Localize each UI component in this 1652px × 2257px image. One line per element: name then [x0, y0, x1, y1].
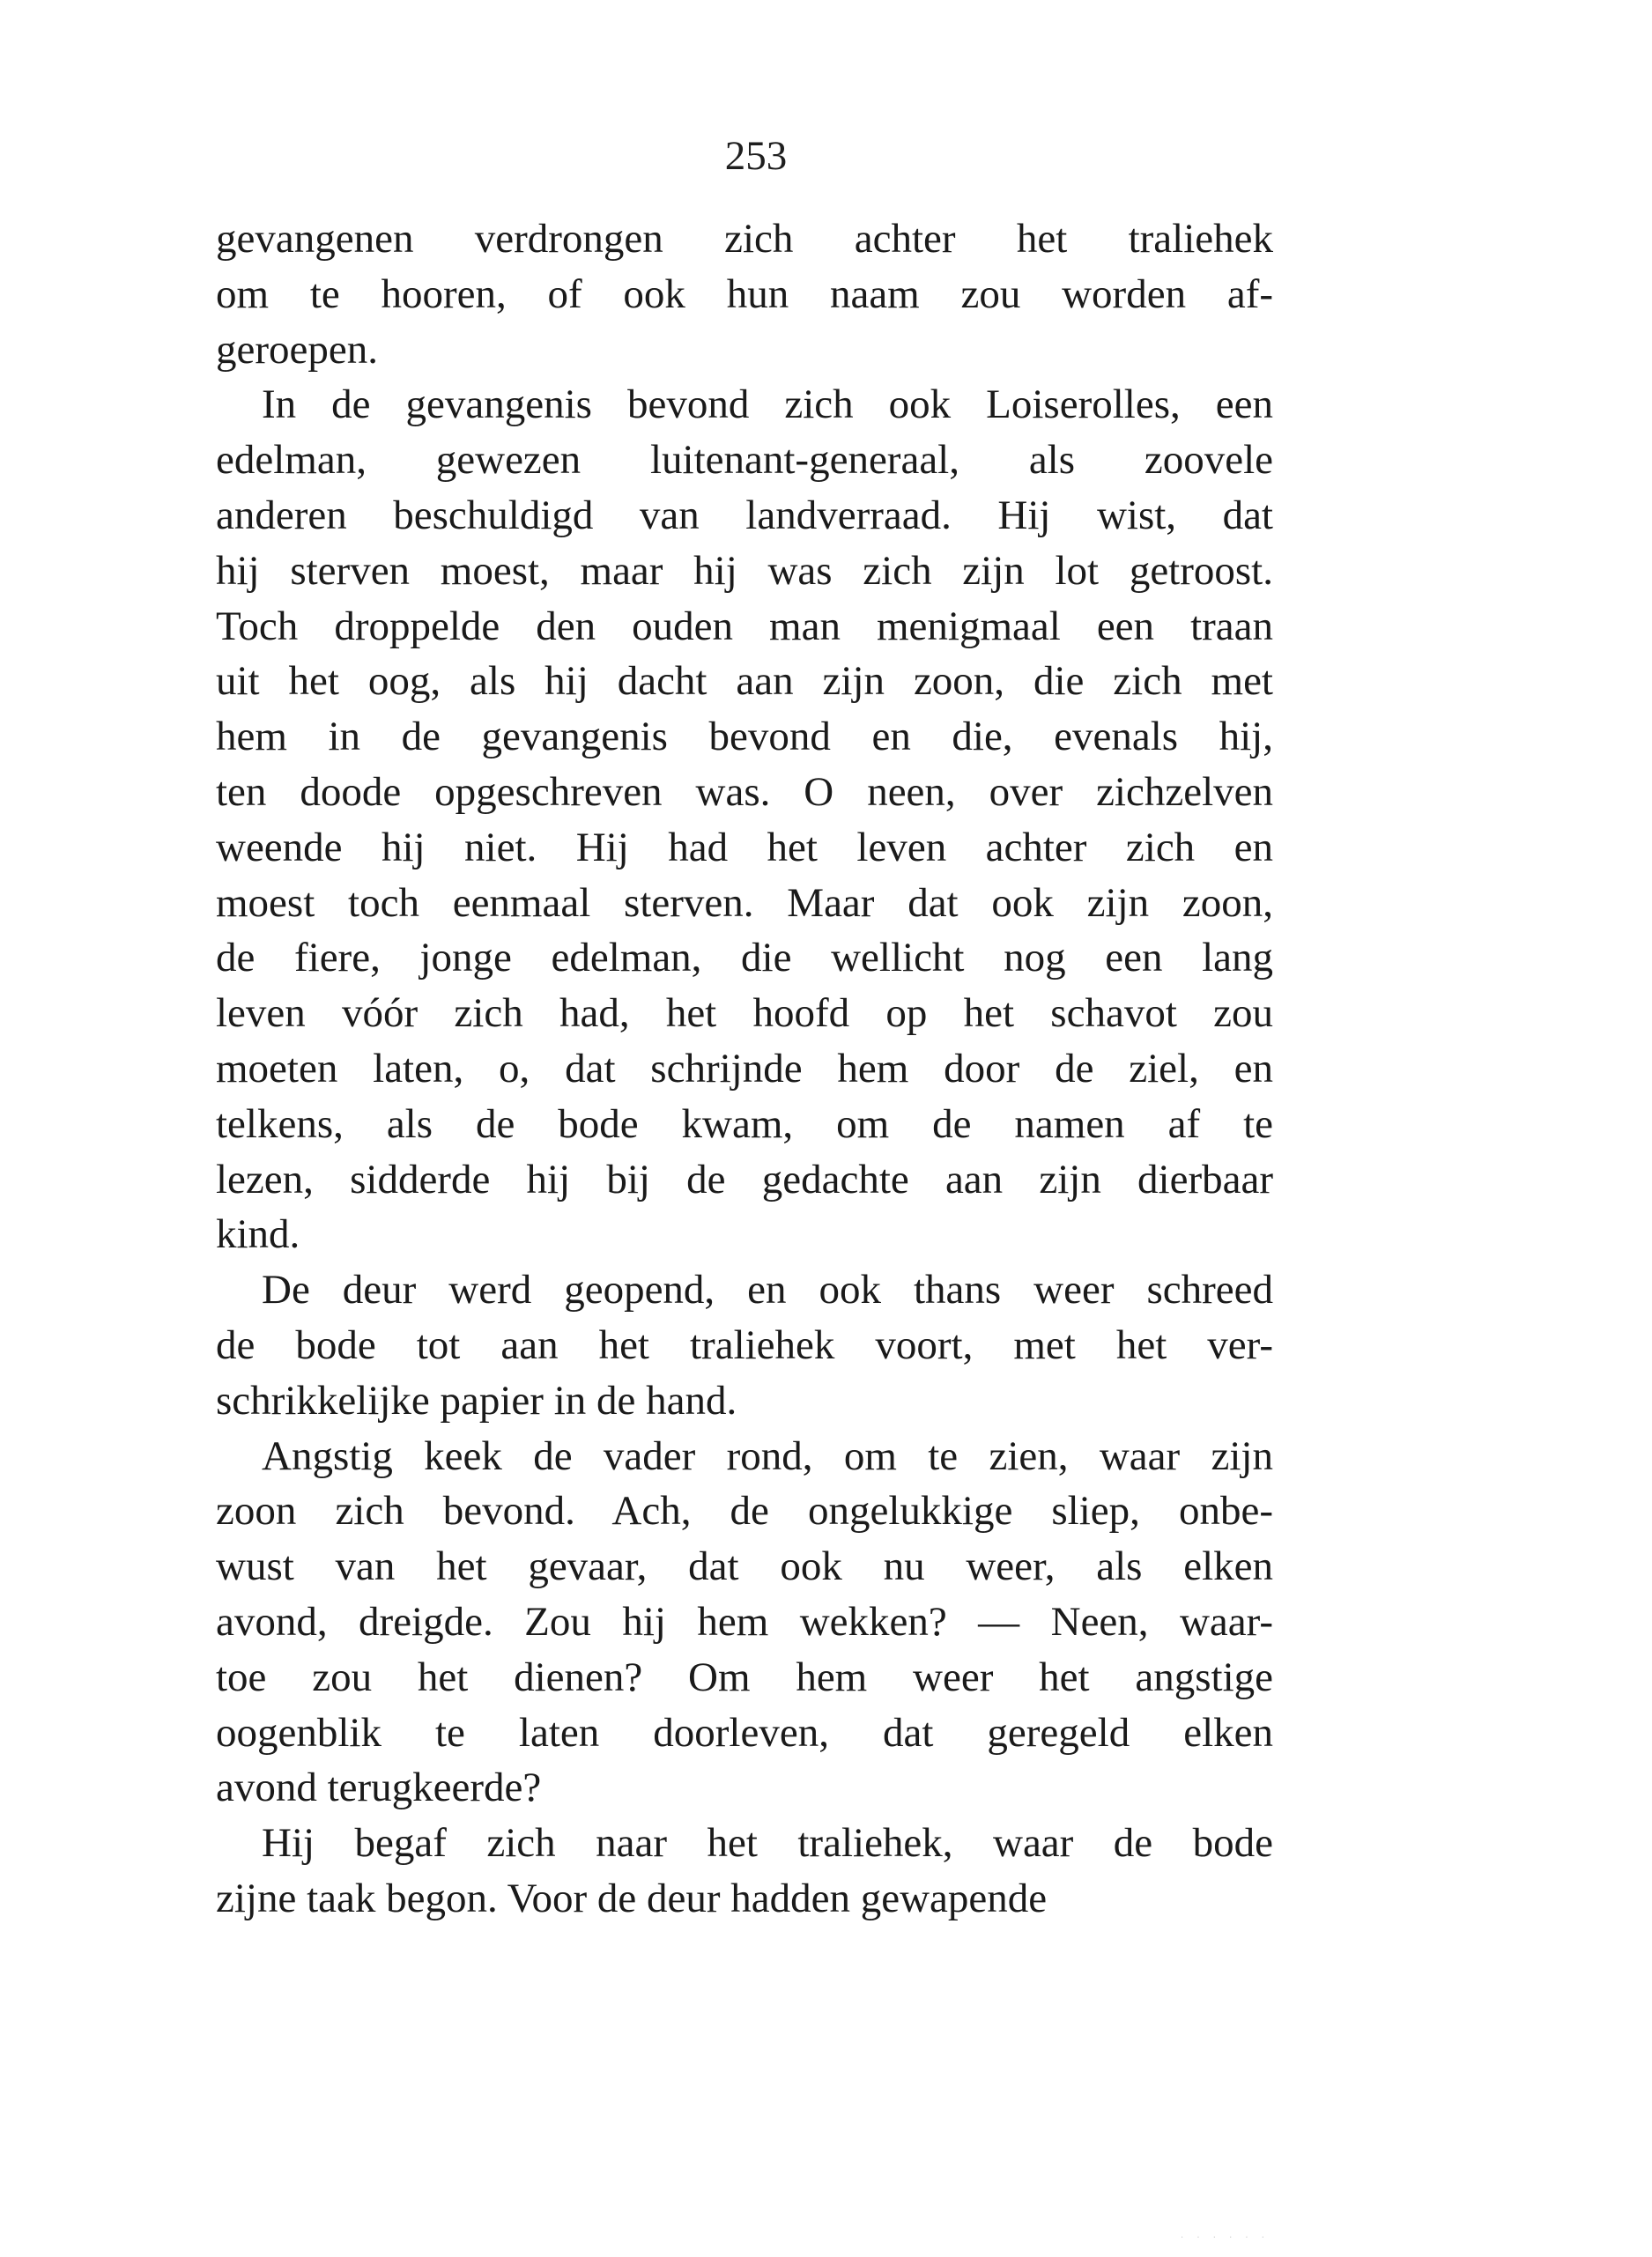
paragraph — [216, 1429, 1273, 1817]
paragraph — [216, 1262, 1273, 1428]
text-line: Angstig keek de vader rond, om te zien, waar zijn — [262, 1432, 1273, 1479]
text-line: leven vóór zich had, het hoofd op het schavot zou — [216, 990, 1273, 1037]
text-line: Hij begaf zich naar het traliehek, waar de bode — [262, 1820, 1273, 1867]
text-line: lezen, sidderde hij bij de gedachte aan zijn dierbaar — [216, 1156, 1273, 1202]
text-line: moest toch eenmaal sterven. Maar dat ook zijn zoon, — [216, 879, 1273, 926]
page-number: 253 — [724, 133, 788, 179]
text-line: hij sterven moest, maar hij was zich zijn lot getroost. — [216, 547, 1273, 594]
text-line: avond, dreigde. Zou hij hem wekken? — Neen, waar- — [216, 1598, 1273, 1645]
paragraph — [216, 377, 1273, 1262]
text-line: wust van het gevaar, dat ook nu weer, als elken — [216, 1543, 1273, 1590]
text-line: om te hooren, of ook hun naam zou worden af- — [216, 270, 1273, 317]
text-line: kind. — [216, 1211, 300, 1258]
text-line: moeten laten, o, dat schrijnde hem door de ziel, en — [216, 1045, 1273, 1092]
text-line: oogenblik te laten doorleven, dat geregeld elken — [216, 1709, 1273, 1756]
paragraph — [216, 211, 1273, 377]
body-text — [216, 211, 1273, 1927]
text-line: schrikkelijke papier in de hand. — [216, 1377, 737, 1424]
text-line: toe zou het dienen? Om hem weer het angstige — [216, 1654, 1273, 1700]
text-line: In de gevangenis bevond zich ook Loiserolles, een — [262, 381, 1273, 428]
text-line: Toch droppelde den ouden man menigmaal een traan — [216, 603, 1273, 649]
text-line: hem in de gevangenis bevond en die, evenals hij, — [216, 714, 1273, 760]
text-line: zijne taak begon. Voor de deur hadden gewapende — [216, 1875, 1048, 1921]
text-line: De deur werd geopend, en ook thans weer schreed — [262, 1267, 1273, 1314]
text-line: anderen beschuldigd van landverraad. Hij wist, dat — [216, 492, 1273, 538]
text-line: edelman, gewezen luitenant-generaal, als zoovele — [216, 437, 1273, 484]
text-line: avond terugkeerde? — [216, 1765, 542, 1811]
text-line: uit het oog, als hij dacht aan zijn zoon, die zich met — [216, 658, 1273, 705]
paragraph — [216, 1816, 1273, 1927]
text-line: zoon zich bevond. Ach, de ongelukkige sliep, onbe- — [216, 1488, 1273, 1535]
text-line: de fiere, jonge edelman, die wellicht nog een lang — [216, 935, 1273, 981]
text-line: gevangenen verdrongen zich achter het traliehek — [216, 216, 1273, 262]
text-line: geroepen. — [216, 326, 378, 373]
text-line: de bode tot aan het traliehek voort, met het ver- — [216, 1321, 1273, 1368]
text-line: weende hij niet. Hij had het leven achter zich en — [216, 824, 1273, 870]
text-line: ten doode opgeschreven was. O neen, over zichzelven — [216, 768, 1273, 815]
text-line: telkens, als de bode kwam, om de namen af te — [216, 1100, 1273, 1147]
paper-specks: · · · · · · — [1181, 2233, 1270, 2243]
